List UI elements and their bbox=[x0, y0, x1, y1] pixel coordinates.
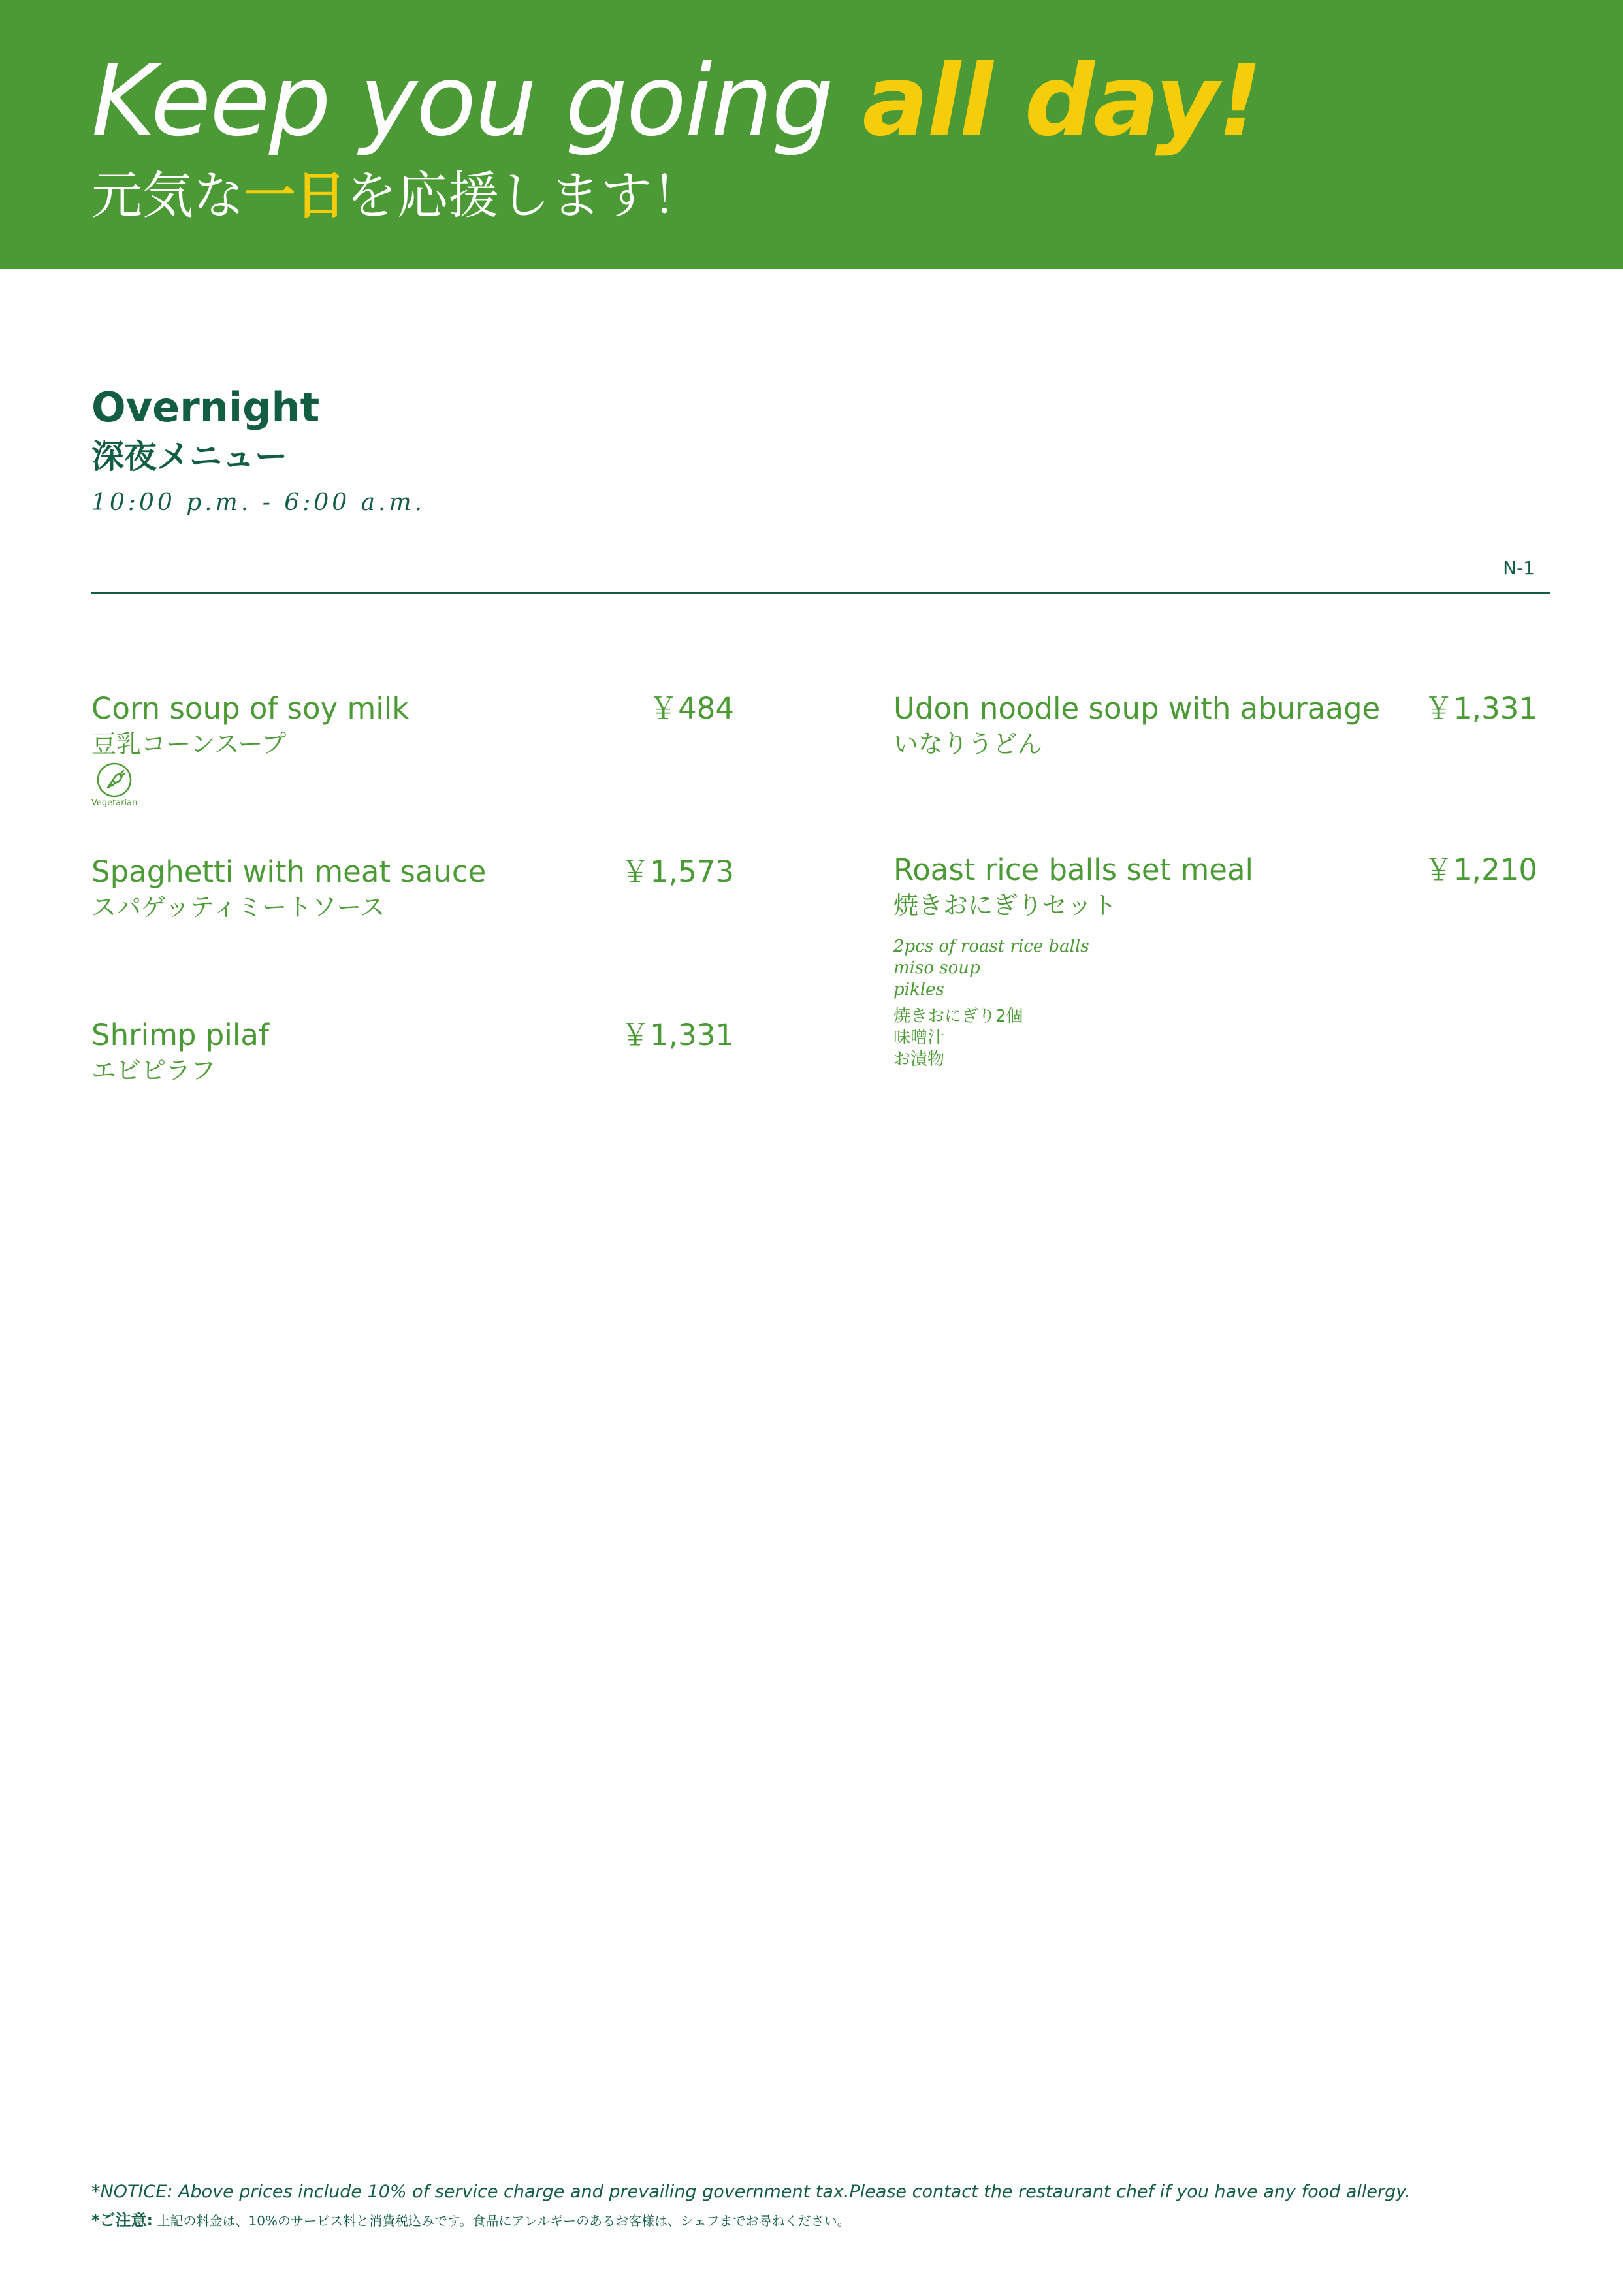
item-name-ja: 焼きおにぎりセット bbox=[893, 891, 1117, 920]
menu-item-rice-balls-set bbox=[893, 851, 1537, 1069]
menu-item-shrimp-pilaf bbox=[91, 1016, 734, 1095]
detail-ja: 焼きおにぎり2個 bbox=[893, 1007, 1023, 1026]
notice-ja-label: *ご注意: bbox=[91, 2211, 153, 2229]
item-price: ￥1,573 bbox=[620, 854, 734, 889]
detail-ja-group bbox=[893, 1006, 1089, 1071]
headline-accent: all day! bbox=[862, 44, 1261, 158]
item-price: ￥1,331 bbox=[620, 1018, 734, 1052]
notice-ja bbox=[91, 2210, 850, 2231]
subhead-post: を応援します！ bbox=[346, 167, 703, 225]
subhead-accent: 一日 bbox=[244, 167, 347, 225]
subhead-pre: 元気な bbox=[91, 167, 245, 225]
detail-en: pikles bbox=[893, 980, 944, 999]
headline-main: Keep you going bbox=[91, 44, 863, 158]
page-code: N-1 bbox=[1503, 557, 1535, 579]
vegetarian-label: Vegetarian bbox=[91, 798, 138, 808]
item-price: ￥1,210 bbox=[1424, 852, 1537, 887]
section-hours: 10:00 p.m. - 6:00 a.m. bbox=[91, 489, 426, 516]
item-details bbox=[893, 936, 1089, 1071]
vegetarian-icon bbox=[96, 762, 133, 798]
detail-ja: お漬物 bbox=[893, 1050, 945, 1069]
notice-en: *NOTICE: Above prices include 10% of service charge and prevailing government tax.Please contact the restaurant chef if you have any food allergy. bbox=[91, 2182, 1411, 2202]
detail-en: miso soup bbox=[893, 958, 980, 978]
menu-item-corn-soup bbox=[91, 690, 734, 808]
item-name: Shrimp pilaf bbox=[91, 1018, 269, 1052]
item-name: Roast rice balls set meal bbox=[893, 852, 1254, 887]
item-price: ￥1,331 bbox=[1424, 691, 1537, 726]
header-banner bbox=[0, 0, 1623, 269]
section-divider bbox=[91, 592, 1550, 594]
item-name-ja: エビピラフ bbox=[91, 1056, 216, 1085]
menu-item-spaghetti bbox=[91, 853, 734, 931]
item-name-ja: 豆乳コーンスープ bbox=[91, 730, 287, 758]
menu-item-udon bbox=[893, 690, 1537, 768]
section-title: Overnight bbox=[91, 383, 320, 431]
headline bbox=[91, 39, 1261, 163]
detail-en: 2pcs of roast rice balls bbox=[893, 937, 1089, 956]
vegetarian-badge bbox=[91, 762, 137, 814]
section-title-ja: 深夜メニュー bbox=[91, 438, 287, 476]
detail-ja: 味噌汁 bbox=[893, 1028, 945, 1048]
item-name-ja: スパゲッティミートソース bbox=[91, 893, 385, 922]
item-name: Spaghetti with meat sauce bbox=[91, 854, 487, 889]
notice-ja-text: 上記の料金は、10%のサービス料と消費税込みです。食品にアレルギーのあるお客様は、シェフまでお尋ねください。 bbox=[153, 2213, 850, 2229]
item-name: Corn soup of soy milk bbox=[91, 691, 410, 726]
subhead-ja bbox=[91, 163, 703, 229]
item-price: ￥484 bbox=[649, 691, 734, 726]
item-name-ja: いなりうどん bbox=[893, 730, 1043, 758]
item-name: Udon noodle soup with aburaage bbox=[893, 691, 1381, 726]
